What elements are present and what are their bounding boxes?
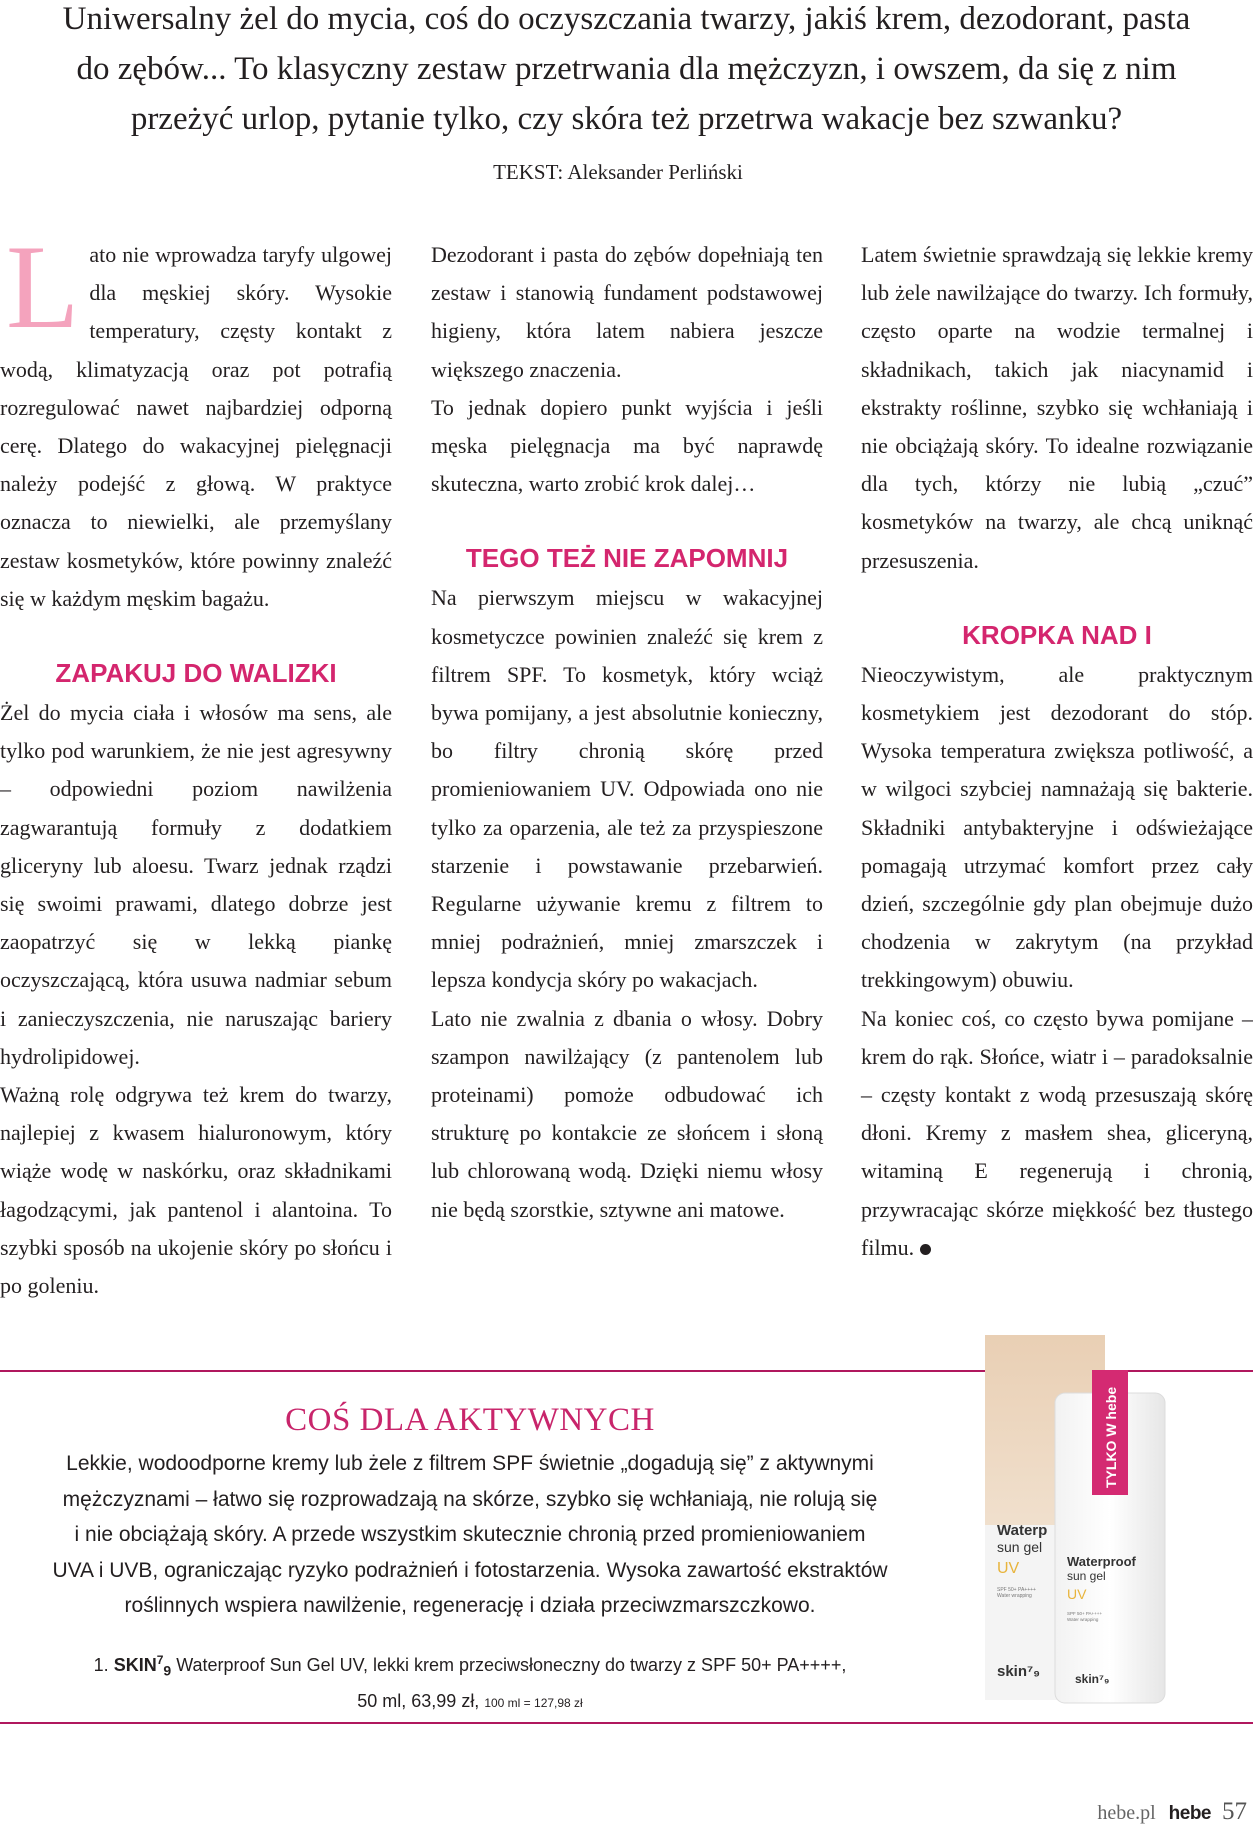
paragraph-text: Na koniec coś, co często bywa pomijane – krem do rąk. Słońce, wiatr i – paradoksalnie – częsty kontakt z wodą przesuszają skórę dłoni. Kremy z masłem shea, gliceryną, witaminą E regenerują i chronią, przywracając skórze miękkość bez tłustego filmu. xyxy=(861,1005,1253,1260)
box-bottom-rule xyxy=(0,1722,1253,1724)
paragraph: Żel do mycia ciała i włosów ma sens, ale tylko pod warunkiem, że nie jest agresywny – odpowiedni poziom nawilżenia zagwarantują formuły z dodatkiem gliceryny lub aloesu. Twarz jednak rządzi się swoimi prawami, dlatego dobrze jest zaopatrzyć się w lekką piankę oczyszczającą, która usuwa nadmiar sebum i zanieczyszczenia, nie naruszając bariery hydrolipidowej. xyxy=(0,700,392,1069)
paragraph xyxy=(861,1000,1253,1267)
svg-text:Waterp: Waterp xyxy=(997,1522,1048,1539)
product-size-price: 50 ml, 63,99 zł, xyxy=(357,1690,480,1711)
intro-line: przeżyć urlop, pytanie tylko, czy skóra też przetrwa wakacje bez szwanku? xyxy=(130,101,1123,137)
svg-text:skin⁷₉: skin⁷₉ xyxy=(1075,1672,1110,1686)
product-unit-price: 100 ml = 127,98 zł xyxy=(484,1695,583,1710)
page-footer xyxy=(1097,1798,1247,1826)
paragraph-text: ato nie wprowadza taryfy ulgowej dla męskiej skóry. Wysokie temperatury, częsty kontakt z wodą, klimatyzacją oraz pot potrafią rozregulować nawet najbardziej odporną cerę. Dlatego do wakacyjnej pielęgnacji należy podejść z głową. W praktyce oznacza to niewielki, ale przemyślany zestaw kosmetyków, które powinny znaleźć się w każdym męskim bagażu. xyxy=(0,242,392,611)
product-image xyxy=(985,1335,1170,1707)
svg-text:sun gel: sun gel xyxy=(997,1539,1043,1555)
product-brand: $SKIN^7_9$ xyxy=(113,1653,172,1679)
svg-text:UV: UV xyxy=(997,1560,1020,1577)
section-heading: KROPKA NAD I xyxy=(962,619,1152,650)
svg-text:SPF 50+ PA++++: SPF 50+ PA++++ xyxy=(1067,1611,1103,1616)
box-title: COŚ DLA AKTYWNYCH xyxy=(285,1402,655,1438)
section-heading: ZAPAKUJ DO WALIZKI xyxy=(55,658,337,689)
drop-cap: L xyxy=(6,220,80,353)
intro-line: do zębów... To klasyczny zestaw przetrwania dla mężczyzn, i owszem, da się z nim xyxy=(76,51,1177,87)
svg-text:sun gel: sun gel xyxy=(1067,1569,1106,1583)
svg-text:skin⁷₉: skin⁷₉ xyxy=(997,1663,1040,1680)
paragraph: Lato nie zwalnia z dbania o włosy. Dobry szampon nawilżający (z pantenolem lub proteinami) pomoże odbudować ich strukturę po kontakcie ze słońcem i słoną lub chlorowaną wodą. Dzięki niemu włosy nie będą szorstkie, sztywne ani matowe. xyxy=(431,1005,823,1222)
svg-text:SPF 50+ PA++++: SPF 50+ PA++++ xyxy=(997,1587,1036,1593)
box-line: i nie obciążają skóry. A przede wszystkim skutecznie chronią przed promieniowaniem xyxy=(74,1523,866,1546)
box-line: roślinnych wspiera nawilżenie, regenerację i działa przeciwzmarszczkowo. xyxy=(124,1594,816,1617)
svg-text:Waterproof: Waterproof xyxy=(1067,1554,1136,1569)
svg-text:UV: UV xyxy=(1067,1586,1087,1602)
article-column-2 xyxy=(431,236,823,1229)
paragraph xyxy=(0,220,392,618)
box-line: Lekkie, wodoodporne kremy lub żele z filtrem SPF świetnie „dogadują się” z aktywnymi xyxy=(66,1452,874,1475)
svg-text:Water wrapping: Water wrapping xyxy=(1067,1617,1099,1622)
paragraph: Ważną rolę odgrywa też krem do twarzy, najlepiej z kwasem hialuronowym, który wiąże wodę w naskórku, oraz składnikami łagodzącymi, jak pantenol i alantoina. To szybki sposób na ukojenie skóry po słońcu i po goleniu. xyxy=(0,1082,392,1299)
product-description: Waterproof Sun Gel UV, lekki krem przeciwsłoneczny do twarzy z SPF 50+ PA++++, xyxy=(171,1655,847,1675)
svg-text:Water wrapping: Water wrapping xyxy=(997,1593,1032,1599)
product-caption xyxy=(0,1645,940,1718)
section-heading: TEGO TEŻ NIE ZAPOMNIJ xyxy=(465,543,789,574)
paragraph: Na pierwszym miejscu w wakacyjnej kosmetyczce powinien znaleźć się krem z filtrem SPF. To kosmetyk, który wciąż bywa pomijany, a jest absolutnie konieczny, bo filtry chronią skórę przed promieniowaniem UV. Odpowiada ono nie tylko za oparzenia, ale też za przyspieszone starzenie i powstawanie przebarwień. Regularne używanie kremu z filtrem to mniej podrażnień, mniej zmarszczek i lepsza kondycja skóry po wakacjach. xyxy=(431,585,823,993)
end-mark-icon xyxy=(920,1244,931,1255)
byline: TEKST: Aleksander Perliński xyxy=(493,160,743,184)
svg-text:TYLKO W hebe: TYLKO W hebe xyxy=(1103,1386,1119,1488)
box-line: mężczyznami – łatwo się rozprowadzają na skórze, szybko się wchłaniają, nie rolują się xyxy=(62,1487,878,1511)
intro-lead xyxy=(0,0,1253,144)
footer-site: hebe.pl xyxy=(1097,1802,1156,1824)
paragraph: Dezodorant i pasta do zębów dopełniają ten zestaw i stanowią fundament podstawowej higieny, która latem nabiera jeszcze większego znaczenia. xyxy=(431,242,823,382)
product-number: 1. xyxy=(93,1655,109,1675)
box-line: UVA i UVB, ograniczając ryzyko podrażnień i fotostarzenia. Wysoka zawartość ekstraktów xyxy=(52,1558,888,1582)
intro-line: Uniwersalny żel do mycia, coś do oczyszczania twarzy, jakiś krem, dezodorant, pasta xyxy=(62,1,1191,37)
page-number: 57 xyxy=(1222,1798,1247,1825)
article-column-3 xyxy=(861,236,1253,1267)
paragraph: To jednak dopiero punkt wyjścia i jeśli męska pielęgnacja ma być naprawdę skuteczna, warto zrobić krok dalej… xyxy=(431,394,823,497)
footer-brand-logo: hebe xyxy=(1168,1803,1211,1824)
box-text xyxy=(10,1446,930,1624)
paragraph: Nieoczywistym, ale praktycznym kosmetykiem jest dezodorant do stóp. Wysoka temperatura zwiększa potliwość, a w wilgoci szybciej namnażają się bakterie. Składniki antybakteryjne i odświeżające pomagają utrzymać komfort przez cały dzień, szczególnie gdy plan obejmuje dużo chodzenia w zakrytym (na przykład trekkingowym) obuwiu. xyxy=(861,661,1253,993)
article-column-1 xyxy=(0,220,392,1305)
paragraph: Latem świetnie sprawdzają się lekkie kremy lub żele nawilżające do twarzy. Ich formuły, często oparte na wodzie termalnej i składnikach, takich jak niacynamid i ekstrakty roślinne, szybko się wchłaniają i nie obciążają skóry. To idealne rozwiązanie dla tych, którzy nie lubią „czuć” kosmetyków na twarzy, ale chcą uniknąć przesuszenia. xyxy=(861,242,1253,573)
